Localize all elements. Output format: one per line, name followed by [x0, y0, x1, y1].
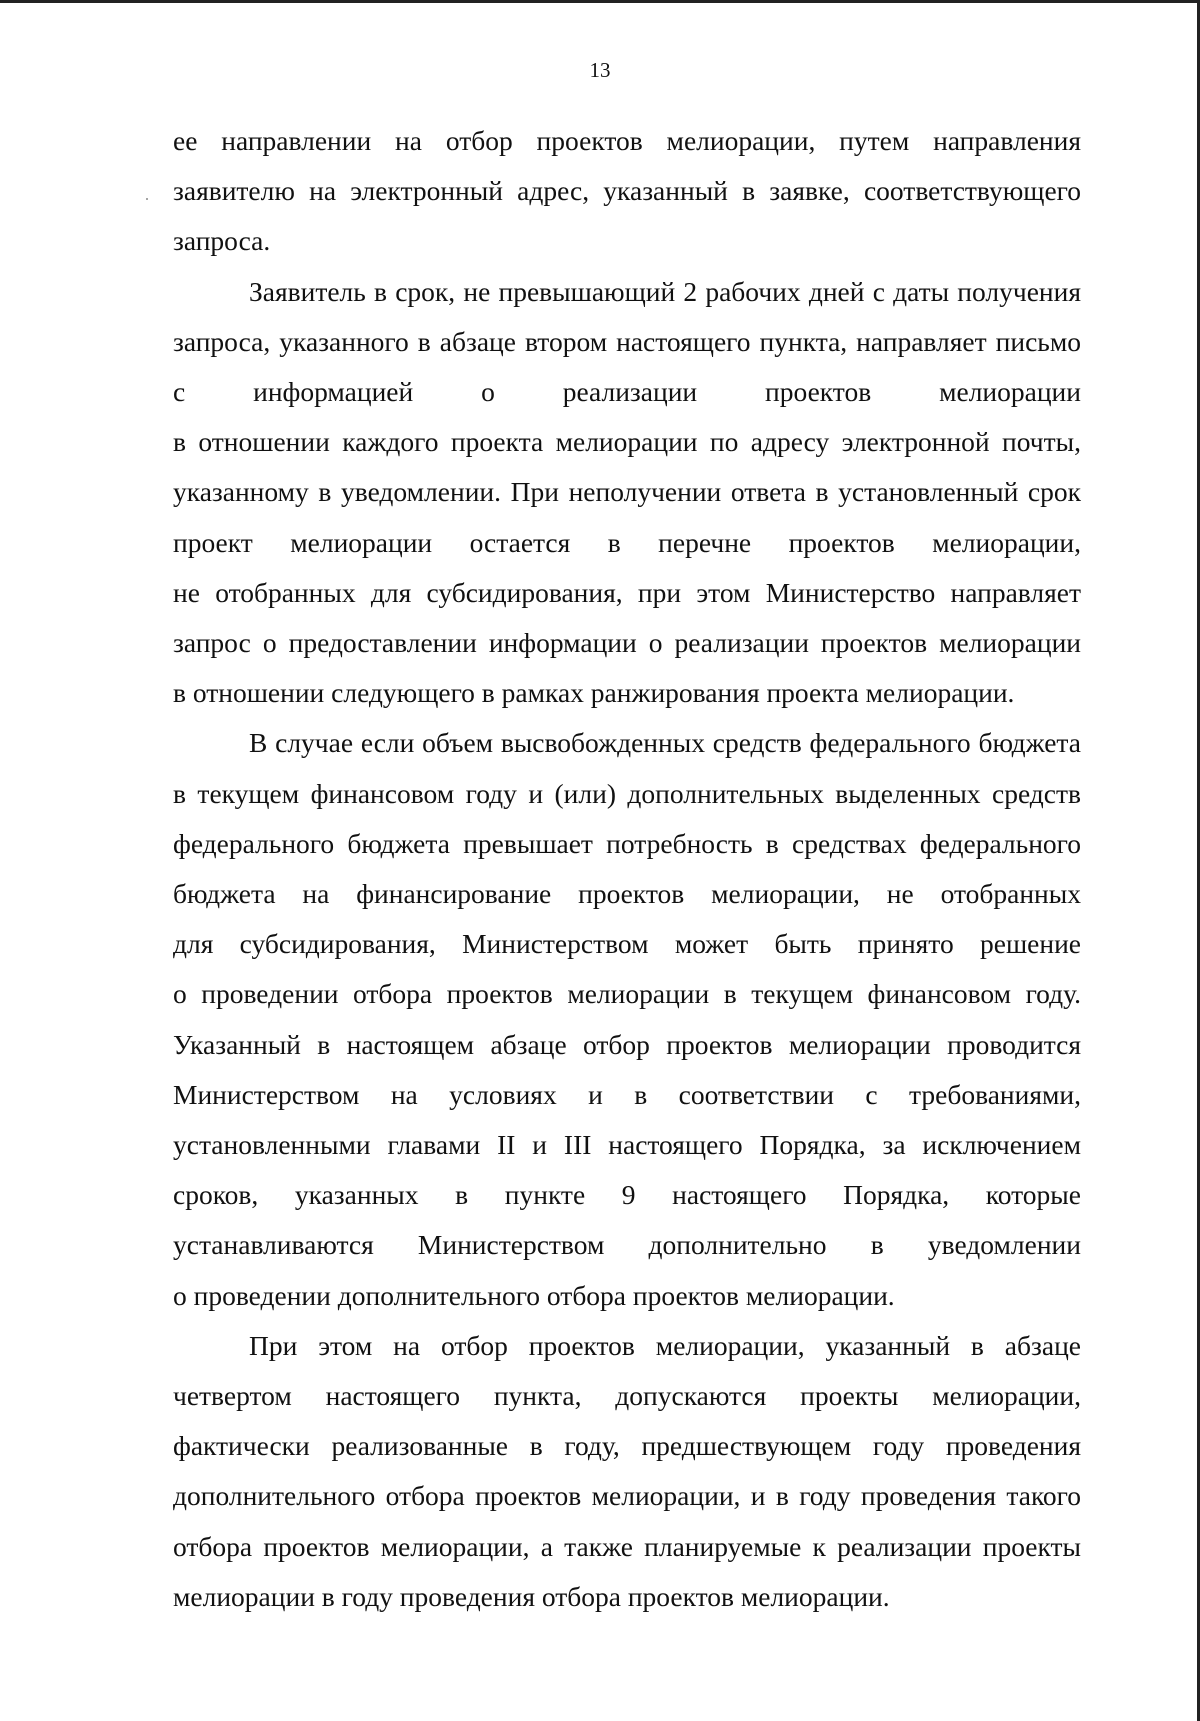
text-line: Заявитель в срок, не превышающий 2 рабочих дней с даты получения	[249, 275, 1081, 307]
text-line: в текущем финансовом году и (или) дополнительных выделенных средств	[173, 777, 1081, 809]
text-line: дополнительного отбора проектов мелиорации, и в году проведения такого	[173, 1480, 1081, 1512]
text-line: заявителю на электронный адрес, указанный в заявке, соответствующего	[173, 175, 1081, 207]
text-line: запроса, указанного в абзаце втором настоящего пункта, направляет письмо	[173, 325, 1081, 357]
text-line: запрос о предоставлении информации о реализации проектов мелиорации	[173, 627, 1081, 659]
text-line: устанавливаются Министерством дополнительно в уведомлении	[173, 1229, 1081, 1261]
text-line: о проведении дополнительного отбора проектов мелиорации.	[173, 1279, 895, 1311]
paragraph-1	[173, 116, 1081, 267]
scan-edge-top	[0, 0, 1200, 3]
text-line: В случае если объем высвобожденных средств федерального бюджета	[249, 727, 1081, 759]
text-line: запроса.	[173, 225, 271, 257]
text-line: При этом на отбор проектов мелиорации, указанный в абзаце	[249, 1329, 1081, 1361]
text-line: четвертом настоящего пункта, допускаются проекты мелиорации,	[173, 1380, 1081, 1412]
text-line: в отношении каждого проекта мелиорации по адресу электронной почты,	[173, 426, 1081, 458]
text-line: мелиорации в году проведения отбора проектов мелиорации.	[173, 1580, 890, 1612]
text-line: бюджета на финансирование проектов мелиорации, не отобранных	[173, 878, 1081, 910]
paragraph-4	[173, 1321, 1081, 1622]
text-line: не отобранных для субсидирования, при этом Министерство направляет	[173, 576, 1081, 608]
text-line: федерального бюджета превышает потребность в средствах федерального	[173, 827, 1081, 859]
paragraph-2	[173, 267, 1081, 719]
text-line: проект мелиорации остается в перечне проектов мелиорации,	[173, 526, 1081, 558]
document-body	[173, 116, 1081, 1622]
text-line: ее направлении на отбор проектов мелиорации, путем направления	[173, 125, 1081, 156]
text-line: Министерством на условиях и в соответствии с требованиями,	[173, 1078, 1081, 1110]
text-line: фактически реализованные в году, предшествующем году проведения	[173, 1430, 1081, 1462]
text-line: Указанный в настоящем абзаце отбор проектов мелиорации проводится	[173, 1028, 1081, 1060]
text-line: сроков, указанных в пункте 9 настоящего Порядка, которые	[173, 1179, 1081, 1211]
text-line: указанному в уведомлении. При неполучении ответа в установленный срок	[173, 476, 1081, 508]
text-line: отбора проектов мелиорации, а также планируемые к реализации проекты	[173, 1530, 1081, 1562]
page-number: 13	[589, 58, 611, 82]
paragraph-3	[173, 718, 1081, 1320]
text-line: о проведении отбора проектов мелиорации в текущем финансовом году.	[173, 978, 1081, 1010]
text-line: в отношении следующего в рамках ранжирования проекта мелиорации.	[173, 677, 1015, 709]
text-line: с информацией о реализации проектов мелиорации	[173, 376, 1081, 408]
scan-speck	[146, 198, 148, 200]
text-line: для субсидирования, Министерством может быть принято решение	[173, 928, 1081, 960]
text-line: установленными главами II и III настоящего Порядка, за исключением	[173, 1129, 1081, 1161]
